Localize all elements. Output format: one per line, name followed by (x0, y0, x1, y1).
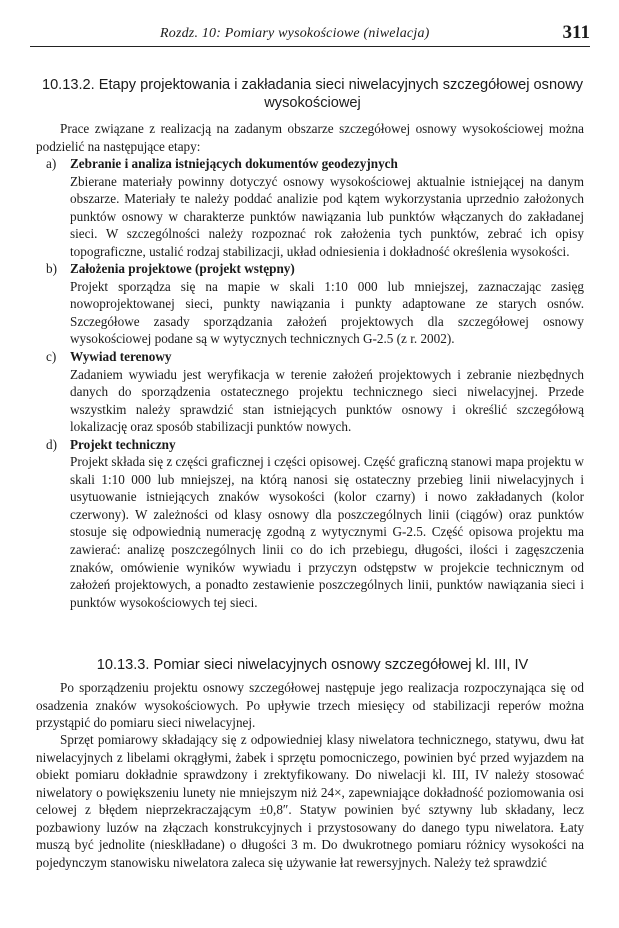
section-heading-10-13-3: 10.13.3. Pomiar sieci niwelacyjnych osnowy szczegółowej kl. III, IV (96, 657, 529, 673)
stages-list (40, 155, 584, 611)
page-header (30, 20, 590, 48)
list-marker: d) (46, 436, 57, 452)
list-marker: b) (46, 261, 57, 277)
page-number: 311 (562, 22, 590, 43)
item-body: Projekt sporządza się na mapie w skali 1:10 000 lub mniejszej, zaznaczając zasięg nowoprojektowanej sieci, punkty nawiązania i punkty adaptowane ze starych osnów. Szczegółowe zasady sporządzania założeń projektowych dla szczegółowej osnowy wysokościowej podane są w wytycznych technicznych G-2.5 (z r. 2002). (70, 278, 584, 347)
item-title: Założenia projektowe (projekt wstępny) (70, 261, 295, 277)
list-marker: a) (46, 156, 57, 171)
header-rule (30, 46, 590, 47)
list-item (40, 436, 584, 611)
list-item (40, 260, 584, 348)
intro-paragraph: Prace związane z realizacją na zadanym obszarze szczegółowej osnowy wysokościowej można podzielić na następujące etapy: (36, 121, 584, 154)
list-item (40, 348, 584, 436)
list-marker: c) (46, 349, 57, 365)
item-body: Zbierane materiały powinny dotyczyć osnowy wysokościowej aktualnie istniejącej na danym obszarze. Materiały te należy poddać analizie pod kątem wykorzystania uprzednio założonych punktów osnowy w charakterze punktów nawiązania lub punktów włączanych do zakładanej sieci. W szczególności należy rozpoznać rok założenia tych punktów, zebrać ich opisy topograficzne, ustalić rodzaj stabilizacji, układ odniesienia i dokładność określenia wysokości. (70, 173, 584, 259)
item-body: Zadaniem wywiadu jest weryfikacja w terenie założeń projektowych i zebranie niezbędnych danych do sporządzenia ostatecznego projektu technicznego sieci niwelacyjnej. Przede wszystkim należy sprawdzić stan istniejących punktów osnowy i określić szczegółową lokalizację oraz sposób stabilizacji punktów nowych. (70, 366, 584, 435)
running-title: Rozdz. 10: Pomiary wysokościowe (niwelacja) (160, 26, 430, 41)
item-title: Projekt techniczny (70, 436, 176, 452)
item-title: Zebranie i analiza istniejących dokumentów geodezyjnych (70, 156, 398, 171)
list-item (40, 155, 584, 260)
body-paragraph: Po sporządzeniu projektu osnowy szczegółowej następuje jego realizacja rozpoczynająca się od osadzenia znaków wysokościowych. Po upływie trzech miesięcy od stabilizacji reperów można przystąpić do pomiaru sieci niwelacyjnej. (36, 680, 584, 731)
item-title: Wywiad terenowy (70, 349, 172, 365)
body-paragraph: Sprzęt pomiarowy składający się z odpowiedniej klasy niwelatora technicznego, statywu, dwu łat niwelacyjnych z libelami okrągłymi, żabek i sprzętu pomocniczego, powinien być przed wyjazdem na obiekt pomiaru dokładnie sprawdzony i zrektyfikowany. Do niwelacji kl. III, IV należy stosować niwelatory o powiększeniu lunety nie mniejszym niż 24×, zapewniające dokładność poziomowania osi celowej z błędem nieprzekraczającym ±0,8″. Statyw powinien być sztywny lub składany, lecz pozbawiony luzów na złączach konstrukcyjnych i przystosowany do danego typu niwelatora. Łaty muszą być jednolite (niesklładane) o długości 3 m. Do dwukrotnego pomiaru różnicy wysokości na pojedynczym stanowisku niwelatora zaleca się używanie łat rewersyjnych. Należy też sprawdzić (36, 732, 584, 870)
section-heading-10-13-2: 10.13.2. Etapy projektowania i zakładania sieci niwelacyjnych szczegółowej osnowy wysokościowej (41, 77, 584, 111)
item-body: Projekt składa się z części graficznej i części opisowej. Część graficzną stanowi mapa projektu w skali 1:10 000 lub mniejszej, na którą nanosi się ostateczny przebieg linii niwelacyjnych i usytuowanie istniejących znaków wysokości (kolor czarny) i nowo zakładanych (kolor czerwony). W zależności od klasy osnowy dla poszczególnych linii (ciągów) oraz punktów stosuje się odpowiednią numerację zgodną z wytycznymi G-2.5. Część opisowa projektu ma zawierać: analizę poszczególnych linii co do ich przebiegu, długości, ilości i zagęszczenia znaków, omówienie wyników wywiadu i przyczyn odstępstw w projekcie technicznym od założeń projektowych, a ponadto zestawienie poszczególnych linii, punktów nawiązania sieci i punktów wysokościowych tej sieci. (70, 454, 584, 610)
